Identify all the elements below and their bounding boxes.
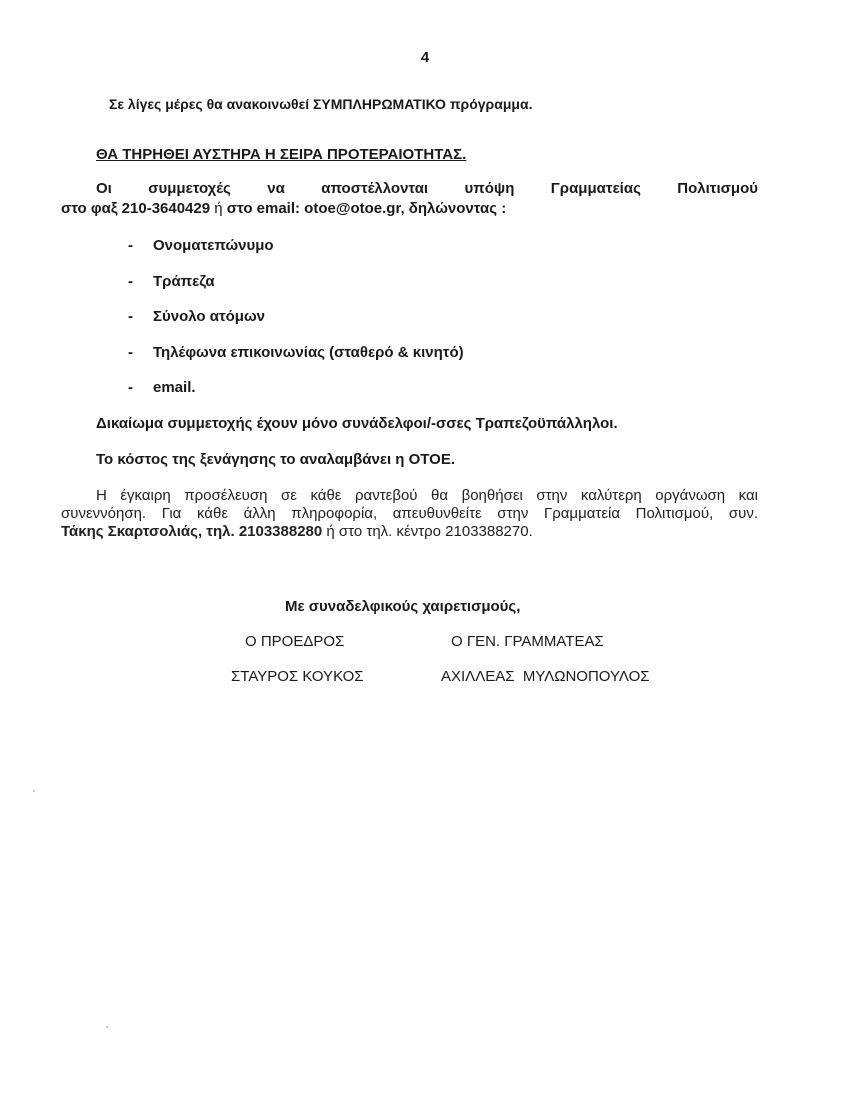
- info-paragraph: [61, 487, 758, 541]
- scan-speck: [106, 1026, 108, 1028]
- submission-line-1: Οι συμμετοχές να αποστέλλονται υπόψη Γραμματείας Πολιτισμού: [96, 180, 758, 197]
- list-item: Τράπεζα: [153, 273, 215, 290]
- general-secretary-name: ΑΧΙΛΛΕΑΣ ΜΥΛΩΝΟΠΟΥΛΟΣ: [441, 668, 650, 685]
- info-line-1: Η έγκαιρη προσέλευση σε κάθε ραντεβού θα βοηθήσει στην καλύτερη οργάνωση και: [96, 487, 758, 504]
- page-number: 4: [420, 49, 430, 66]
- president-title: Ο ΠΡΟΕΔΡΟΣ: [245, 633, 345, 650]
- list-item: Ονοματεπώνυμο: [153, 237, 274, 254]
- closing-greeting: Με συναδελφικούς χαιρετισμούς,: [285, 598, 521, 615]
- email-text: στο email: otoe@otoe.gr, δηλώνοντας :: [226, 200, 507, 217]
- or-text: ή: [210, 200, 227, 217]
- submission-paragraph: [61, 180, 758, 218]
- list-item: Τηλέφωνα επικοινωνίας (σταθερό & κινητό): [153, 344, 464, 361]
- switchboard-text: ή στο τηλ. κέντρο 2103388270.: [322, 523, 533, 540]
- president-name: ΣΤΑΥΡΟΣ ΚΟΥΚΟΣ: [231, 668, 364, 685]
- cost-note: Το κόστος της ξενάγησης το αναλαμβάνει η ΟΤΟΕ.: [96, 451, 456, 468]
- bullet-mark: -: [128, 308, 133, 325]
- bullet-mark: -: [128, 237, 133, 254]
- scan-speck: [33, 790, 35, 792]
- general-secretary-title: Ο ΓΕΝ. ΓΡΑΜΜΑΤΕΑΣ: [451, 633, 604, 650]
- intro-line: Σε λίγες μέρες θα ανακοινωθεί ΣΥΜΠΛΗΡΩΜΑΤΙΚΟ πρόγραμμα.: [109, 96, 533, 112]
- list-item: email.: [153, 379, 196, 396]
- submission-line-2: [61, 200, 758, 218]
- contact-person: Τάκης Σκαρτσολιάς, τηλ. 2103388280: [61, 523, 323, 540]
- bullet-mark: -: [128, 273, 133, 290]
- eligibility-text: Δικαίωμα συμμετοχής έχουν μόνο συνάδελφοι/-σσες Τραπεζοϋπάλληλοι.: [96, 415, 618, 432]
- priority-notice: ΘΑ ΤΗΡΗΘΕΙ ΑΥΣΤΗΡΑ Η ΣΕΙΡΑ ΠΡΟΤΕΡΑΙΟΤΗΤΑΣ.: [96, 146, 467, 163]
- list-item: Σύνολο ατόμων: [153, 308, 265, 325]
- info-line-2: συνεννόηση. Για κάθε άλλη πληροφορία, απευθυνθείτε στην Γραμματεία Πολιτισμού, συν.: [61, 505, 758, 522]
- fax-number: στο φαξ 210-3640429: [61, 200, 211, 217]
- bullet-mark: -: [128, 379, 133, 396]
- info-line-3: [61, 523, 758, 541]
- bullet-mark: -: [128, 344, 133, 361]
